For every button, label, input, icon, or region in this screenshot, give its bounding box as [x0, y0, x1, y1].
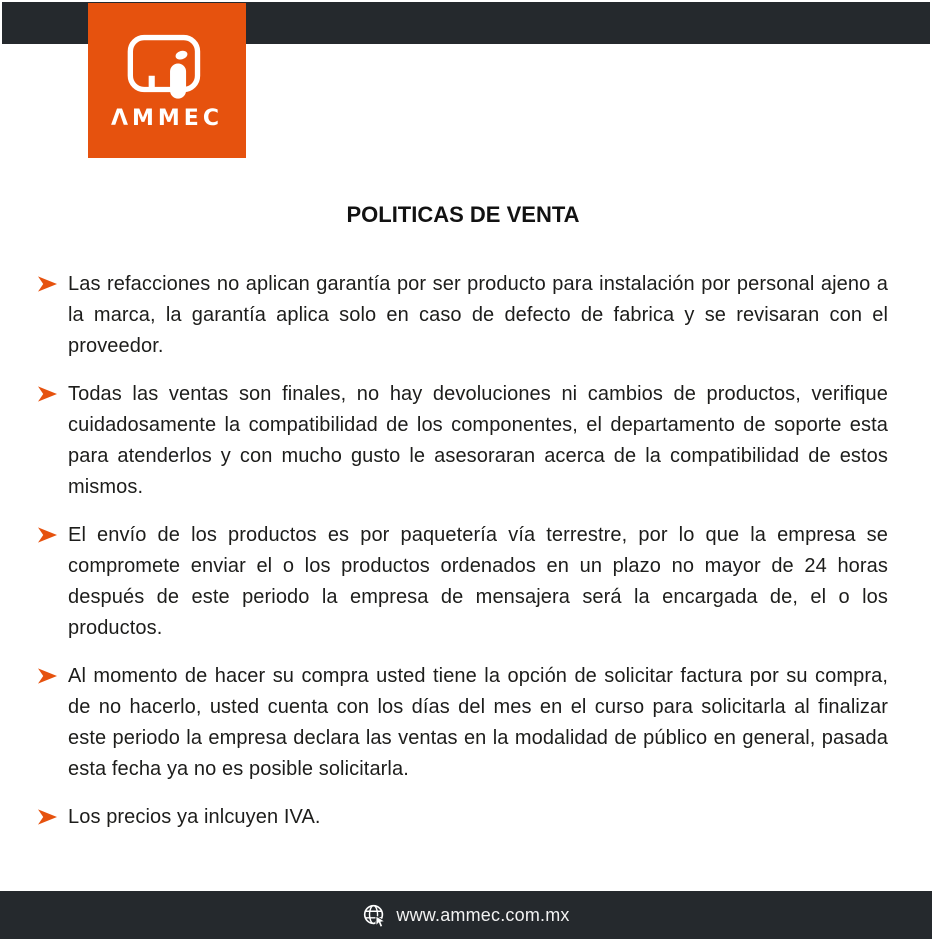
bullet-arrow-icon — [38, 668, 57, 684]
policy-item — [38, 661, 888, 785]
page-title: POLITICAS DE VENTA — [346, 202, 580, 227]
policy-item — [38, 379, 888, 503]
policy-text: Los precios ya inlcuyen IVA. — [68, 806, 321, 828]
footer-bar — [0, 891, 932, 939]
policy-text: Las refacciones no aplican garantía por ser producto para instalación por personal ajeno a la marca, la garantía aplica solo en caso de defecto de fabrica y se revisaran con el proveedor. — [68, 273, 888, 357]
logo-brand-text: ΛMMEC — [111, 106, 223, 131]
policy-text: El envío de los productos es por paquetería vía terrestre, por lo que la empresa se compromete enviar el o los productos ordenados en un plazo no mayor de 24 horas después de este periodo la empresa de mensajera será la encargada de, el o los productos. — [68, 524, 888, 639]
policy-item — [38, 802, 888, 833]
footer-website-link[interactable]: www.ammec.com.mx — [396, 904, 570, 925]
bullet-arrow-icon — [38, 809, 57, 825]
globe-cursor-icon — [362, 903, 387, 928]
policy-list — [38, 269, 888, 833]
elephant-icon — [125, 33, 209, 105]
bullet-arrow-icon — [38, 276, 57, 292]
policy-text: Todas las ventas son finales, no hay devoluciones ni cambios de productos, verifique cuidadosamente la compatibilidad de los componentes, el departamento de soporte esta para atenderlos y con mucho gusto le asesoraran acerca de la compatibilidad de estos mismos. — [68, 383, 888, 498]
policy-text: Al momento de hacer su compra usted tiene la opción de solicitar factura por su compra, de no hacerlo, usted cuenta con los días del mes en el curso para solicitarla al finalizar este periodo la empresa declara las ventas en la modalidad de público en general, pasada esta fecha ya no es posible solicitarla. — [68, 665, 888, 780]
bullet-arrow-icon — [38, 527, 57, 543]
policy-item — [38, 269, 888, 362]
ammec-logo — [88, 3, 246, 158]
policy-item — [38, 520, 888, 644]
bullet-arrow-icon — [38, 386, 57, 402]
